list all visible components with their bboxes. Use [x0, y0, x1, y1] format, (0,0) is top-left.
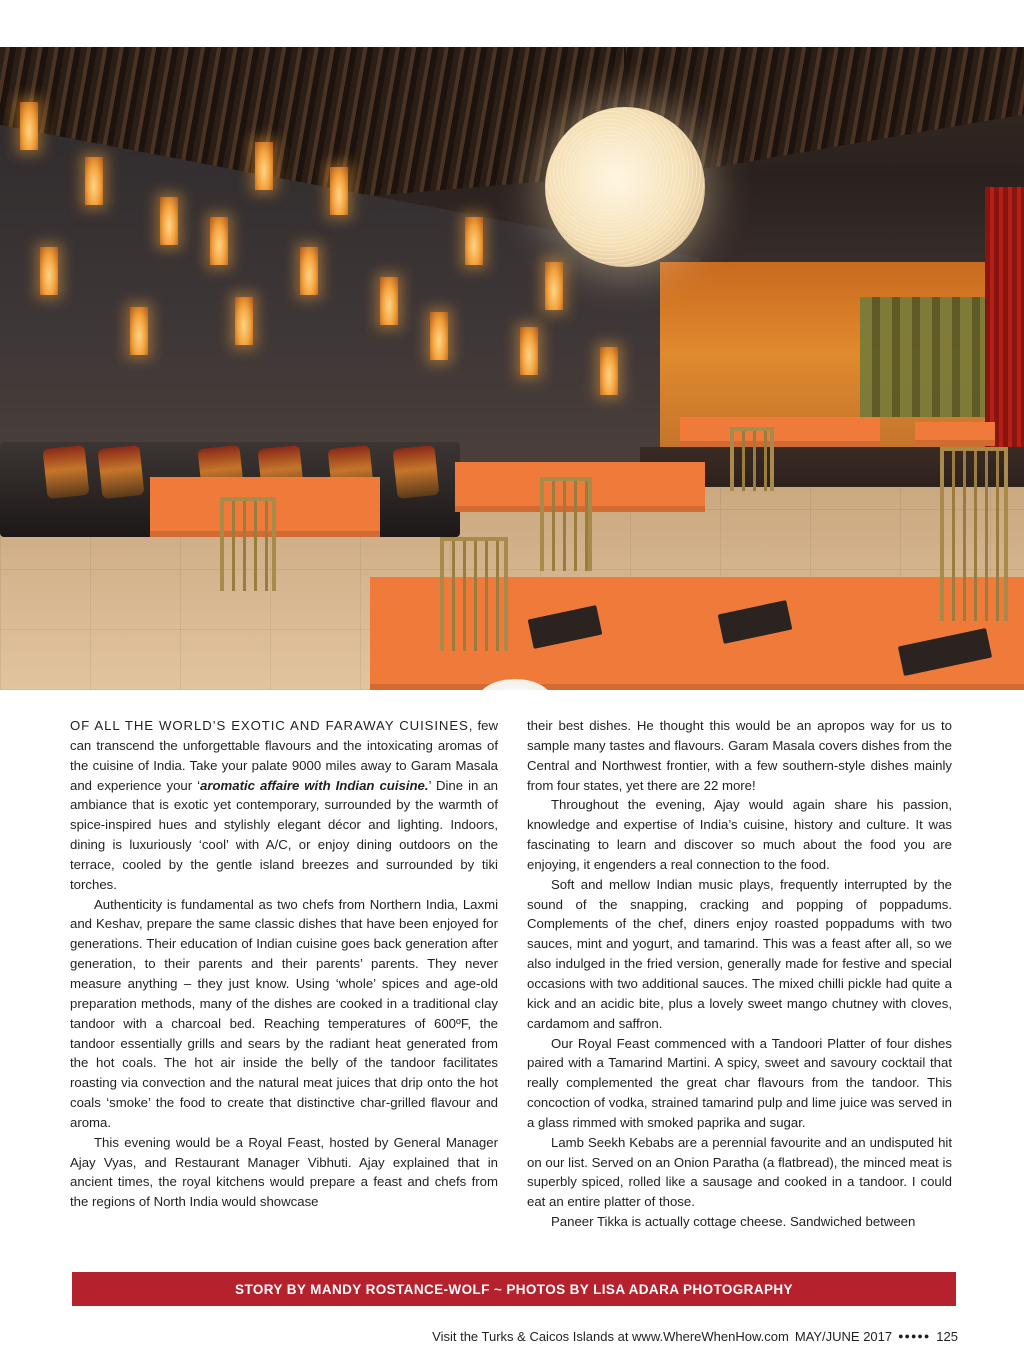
chiavari-chair	[220, 497, 276, 591]
back-window	[860, 297, 1000, 417]
wall-light-niche	[300, 247, 318, 295]
wall-light-niche	[210, 217, 228, 265]
article-column-right	[527, 716, 952, 1232]
paragraph-tandoori-platter: Our Royal Feast commenced with a Tandoori Platter of four dishes paired with a Tamarind Martini. A spicy, sweet and savoury cocktail that really complemented the great char flavours from the tandoor. This concoction of vodka, strained tamarind pulp and lime juice was served in a glass rimmed with smoked paprika and sugar.	[527, 1035, 952, 1130]
wall-light-niche	[255, 142, 273, 190]
wall-light-niche	[330, 167, 348, 215]
wall-light-niche	[235, 297, 253, 345]
wall-light-niche	[465, 217, 483, 265]
paragraph-seekh-kebabs: Lamb Seekh Kebabs are a perennial favourite and an undisputed hit on our list. Served on an Onion Paratha (a flatbread), the minced meat is superbly spiced, rolled like a sausage and cooked in a tandoor. I could eat an entire platter of those.	[527, 1134, 952, 1210]
wall-light-niche	[85, 157, 103, 205]
lamp-cord	[624, 47, 626, 109]
chiavari-chair	[940, 447, 1008, 621]
wall-light-niche	[160, 197, 178, 245]
wall-light-niche	[380, 277, 398, 325]
wall-light-niche	[600, 347, 618, 395]
wall-light-niche	[520, 327, 538, 375]
woven-pendant-lamp	[545, 107, 705, 267]
paragraph-music: Soft and mellow Indian music plays, frequently interrupted by the sound of the snapping, cracking and popping of poppadums. Complements of the chef, diners enjoy roasted poppadums with two sauces, mint and yogurt, and tamarind. This was a feast after all, so we also indulged in the fried version, generally made for festive and special occasions with two additional sauces. The mixed chilli pickle had quite a kick and an acidic bite, plus a lovely sweet mango chutney with cloves, cardamom and saffron.	[527, 876, 952, 1031]
dining-table	[915, 422, 995, 446]
footer-visit-text: Visit the Turks & Caicos Islands at www.WhereWhenHow.com	[432, 1328, 789, 1344]
cushion	[393, 445, 440, 499]
cushion	[98, 445, 145, 499]
chiavari-chair	[540, 477, 592, 571]
paragraph-best-dishes: their best dishes. He thought this would be an apropos way for us to sample many tastes and flavours. Garam Masala covers dishes from the Central and Northwest frontier, with a few southern-style dishes mainly from four states, yet there are 22 more!	[527, 718, 952, 793]
chiavari-chair	[730, 427, 774, 491]
article-column-left	[70, 716, 498, 1212]
wall-light-niche	[545, 262, 563, 310]
chiavari-chair	[440, 537, 508, 651]
wall-light-niche	[40, 247, 58, 295]
page-footer	[432, 1326, 958, 1346]
page-number: 125	[936, 1328, 958, 1344]
footer-issue-date: MAY/JUNE 2017	[794, 1328, 893, 1344]
paragraph-authenticity: Authenticity is fundamental as two chefs from Northern India, Laxmi and Keshav, prepare the same classic dishes that have been enjoyed for generations. Their education of Indian cuisine goes back generation after generation, to their parents and their parents’ parents. They never measure anything – they just know. Using ‘whole’ spices and age-old preparation methods, many of the dishes are cooked in a traditional clay tandoor with a charcoal bed. Reaching temperatures of 600ºF, the tandoor essentially grills and sears by the radiant heat generated from the hot coals. The hot air inside the belly of the tandoor facilitates roasting via convection and the natural meat juices that drip onto the hot coals ‘smoke’ the food to create that distinctive char-grilled flavour and aroma.	[70, 896, 498, 1130]
lead-in-caps: OF ALL THE WORLD’S EXOTIC AND FARAWAY CUISINES,	[70, 718, 474, 733]
intro-text-b: ’ Dine in an ambiance that is exotic yet contemporary, surrounded by the warmth of spice-inspired hues and stylishly elegant décor and lighting. Indoors, dining is luxuriously ‘cool’ with A/C, or enjoy dining outdoors on the terrace, cooled by the gentle island breezes and surrounded by tiki torches.	[70, 777, 498, 892]
intro-emphasis: aromatic affaire with Indian cuisine.	[200, 777, 429, 793]
paragraph-paneer-tikka: Paneer Tikka is actually cottage cheese. Sandwiched between	[551, 1214, 916, 1230]
cushion	[43, 445, 90, 499]
wall-light-niche	[430, 312, 448, 360]
wall-light-niche	[20, 102, 38, 150]
wall-light-niche	[130, 307, 148, 355]
dining-table	[680, 417, 880, 447]
intro-text-a: few can transcend the unforgettable flavours and the intoxicating aromas of the cuisine of India. Take your palate 9000 miles away to Garam Masala and experience your ‘	[70, 718, 498, 793]
hero-photo-restaurant-interior	[0, 47, 1024, 690]
story-photo-credit-banner: STORY BY MANDY ROSTANCE-WOLF ~ PHOTOS BY LISA ADARA PHOTOGRAPHY	[72, 1272, 956, 1306]
paragraph-royal-feast: This evening would be a Royal Feast, hosted by General Manager Ajay Vyas, and Restaurant Manager Vibhuti. Ajay explained that in ancient times, the royal kitchens would prepare a feast and chefs from the regions of North India would showcase	[70, 1134, 498, 1210]
paragraph-passion: Throughout the evening, Ajay would again share his passion, knowledge and expertise of India’s cuisine, history and culture. It was fascinating to learn and discover so much about the food you are enjoying, it engenders a real connection to the food.	[527, 797, 952, 872]
paragraph-intro	[70, 716, 498, 895]
footer-dots: ●●●●●	[898, 1331, 931, 1341]
